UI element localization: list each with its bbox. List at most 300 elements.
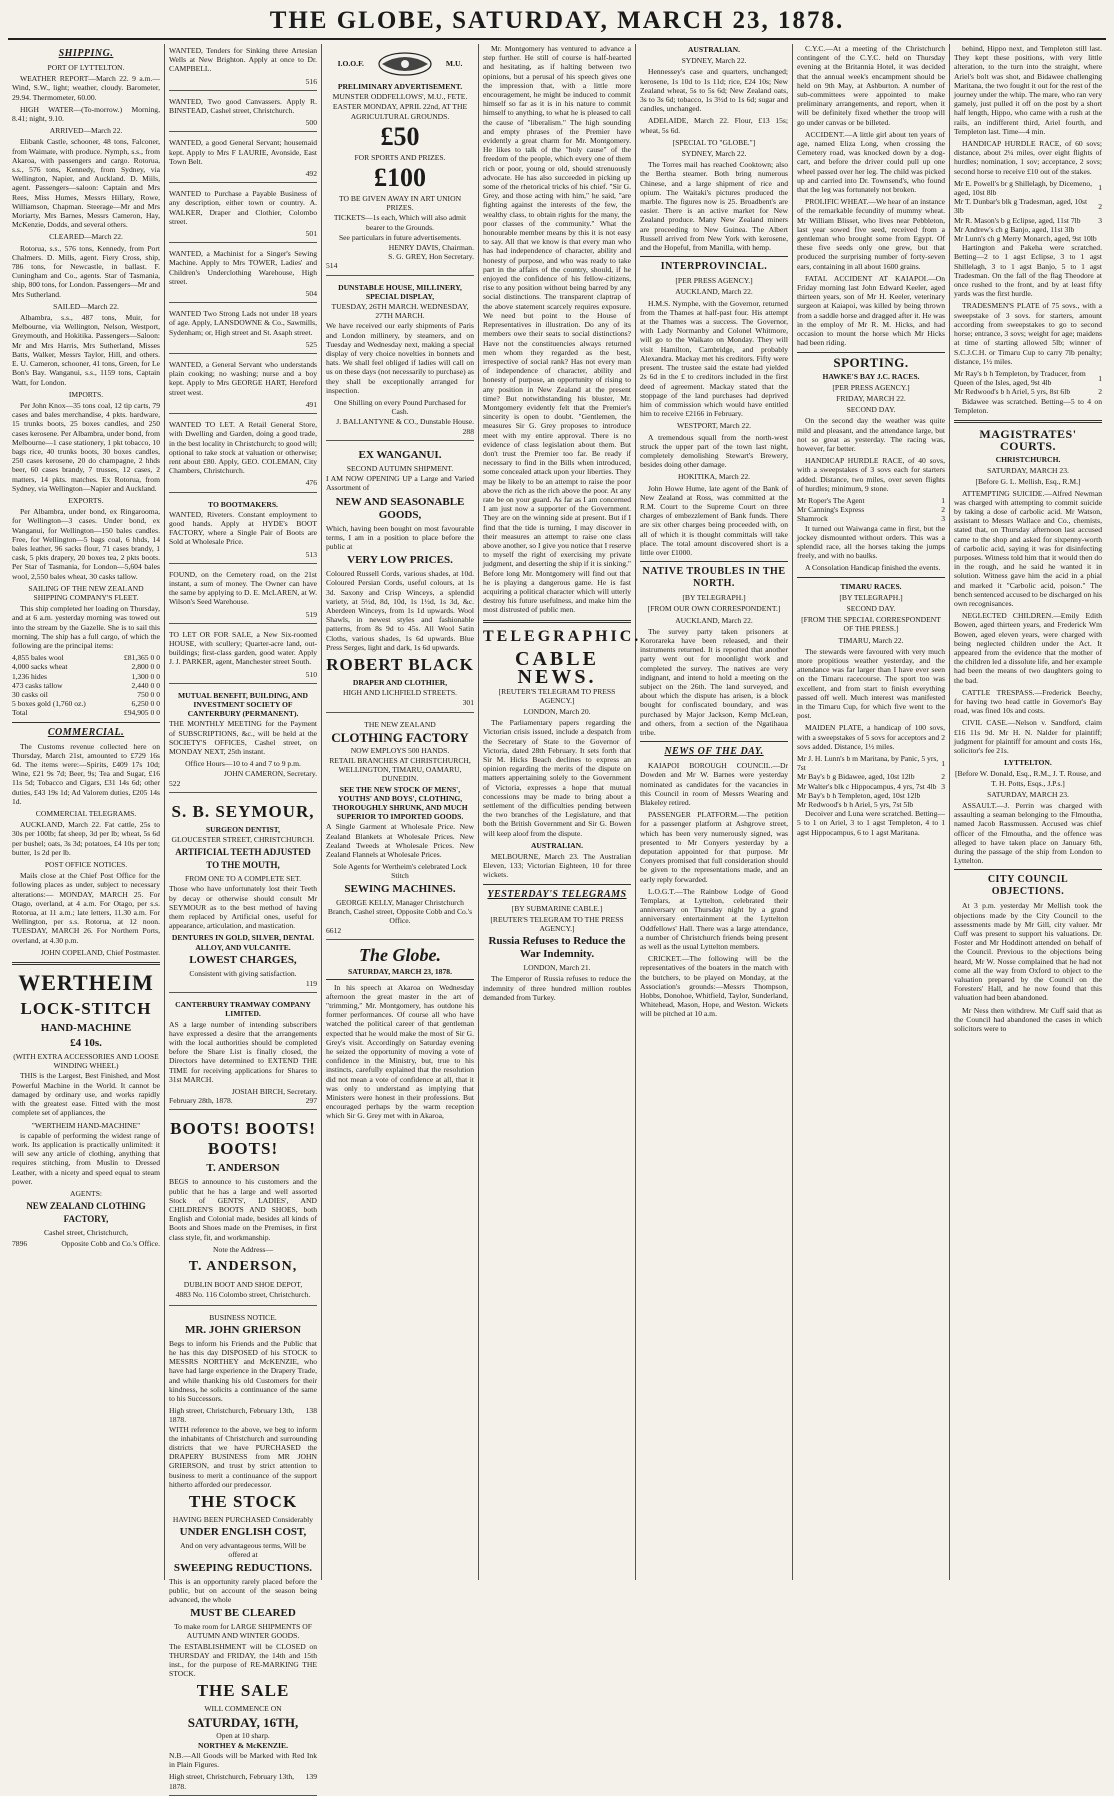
maiden-plate-results bbox=[797, 754, 945, 809]
horse-name: Mr Canning's Express bbox=[797, 505, 865, 515]
horse-place: 1 bbox=[1098, 373, 1102, 383]
cleared-heading: CLEARED—March 22. bbox=[49, 232, 123, 242]
city-council-text: At 3 p.m. yesterday Mr Mellish took the objections made by the City Council to the assessments made by Mr Gill, city valuer. Mr Cuff was present to support his valuations. Dr. Foster and Mr Hoddinott attended on behalf of the Council. Previous to the objections being heard, Mr W. Nosse complained that he had not come all the way from Oxford to object to the valuation prepared by the Council on the Foresters' Hall, and he now found that this valuation had been abandoned. bbox=[954, 901, 1102, 1003]
ad-footer bbox=[169, 1096, 317, 1105]
office-hours: Office Hours—10 to 4 and 7 to 9 p.m. bbox=[185, 759, 301, 769]
hawkes-bay-day: SECOND DAY. bbox=[846, 405, 896, 415]
globe-date: SATURDAY, MARCH 23, 1878. bbox=[326, 967, 474, 979]
sporting-heading: SPORTING. bbox=[833, 354, 909, 370]
agents-ref: 7896 bbox=[12, 1239, 28, 1249]
divider bbox=[12, 722, 160, 723]
prelim-heading: PRELIMINARY ADVERTISEMENT. bbox=[337, 82, 463, 91]
news-good-templars: L.O.G.T.—The Rainbow Lodge of Good Templars, at Lyttelton, celebrated their anniversary on Thursday night by a grand anniversary entertainment at the Lyttelton Oddfellows' Hall. There was a large attendance, a number of Christchurch friends being present as well as the usual Lyttelton members. bbox=[640, 886, 788, 952]
ad-heading: MUTUAL BENEFIT, BUILDING, AND INVESTMENT SOCIETY OF CANTERBURY (PERMANENT). bbox=[177, 690, 309, 719]
telegrams-text: AUCKLAND, March 22. Fat cattle, 25s to 30s per 100lb; fat sheep, 3d per lb; wheat, 5s 6d per bushel; oats, 3s 3d; potatoes, £4 10s per ton; butter, 1s 2d per lb. bbox=[12, 820, 160, 857]
new-goods: NEW AND SEASONABLE GOODS, bbox=[335, 495, 465, 521]
court-cattle-trespass: CATTLE TRESPASS.—Frederick Beechy, for having two head cattle in Governor's Bay road, was fined 10s and costs. bbox=[954, 687, 1102, 716]
wertheim-trademark: "WERTHEIM HAND-MACHINE" bbox=[31, 1120, 141, 1130]
prize-fifty: £50 bbox=[380, 121, 420, 151]
horse-name: Mr Bay's b g Bidawee, aged, 10st 12lb bbox=[797, 772, 915, 782]
horse-name: Mr Redwood's b h Ariel, 5 yrs, 7st 5lb bbox=[797, 800, 914, 810]
hawkes-bay-date: FRIDAY, MARCH 22. bbox=[836, 393, 906, 403]
horse-name: Mr Redwood's b h Ariel, 5 yrs, 8st 6lb bbox=[954, 387, 1071, 397]
cable-news-heading: CABLE NEWS. bbox=[515, 647, 599, 688]
ad-text: I AM NOW OPENING UP a Large and Varied Assortment of bbox=[326, 474, 474, 493]
ad-ref: 500 bbox=[305, 118, 317, 128]
news-accident: ACCIDENT.—A little girl about ten years of age, named Eliza Long, when crossing the Cemetery road, was knocked down by a dog-cart, and before the driver could pull up one wheel passed over her leg. The child was picked up and carried into Dr. Townsend's, who found that the leg was fortunately not broken. bbox=[797, 129, 945, 195]
hawkes-bay-sub: [PER PRESS AGENCY.] bbox=[832, 382, 910, 392]
table-row bbox=[12, 653, 160, 662]
table-row bbox=[954, 234, 1102, 243]
seymour-address: GLOUCESTER STREET, CHRISTCHURCH. bbox=[171, 835, 315, 844]
ad-heading: CANTERBURY TRAMWAY COMPANY LIMITED. bbox=[175, 1000, 311, 1019]
court-suicide: ATTEMPTING SUICIDE.—Alfred Newman was charged with attempting to commit suicide by taking a dose of carbolic acid. Mr Watson, assistant to Messrs Wallace and Co., chemists, stated that, on Thursday afternoon last accused came to the shop and asked for sixpenny-worth of carbolic acid, saying it was for disinfecting purposes. Witness told him that it would then do in the rough, and he said he wanted it in solution. Witness gave him the acid in a phial and marked it "Carbolic acid, poison." The bench sentenced accused to be discharged on his own recognisances. bbox=[954, 488, 1102, 608]
lyttelton-date: SATURDAY, MARCH 23. bbox=[987, 789, 1069, 799]
horse-name: Mr J. H. Lunn's b m Maritana, by Panic, 5 yrs, 7st bbox=[797, 754, 939, 773]
ad-ref: 492 bbox=[305, 169, 317, 179]
maiden-plate-text: MAIDEN PLATE, a handicap of 100 sovs, with a sweepstakes of 5 sovs for acceptors and 2 sovs added. Distance, 1½ miles. bbox=[797, 723, 945, 751]
table-row bbox=[12, 662, 160, 671]
wertheim-title: WERTHEIM bbox=[18, 970, 154, 996]
cargo-value: 2,800 0 0 bbox=[131, 662, 160, 672]
ad-ref: 504 bbox=[305, 289, 317, 299]
ad-text: WANTED, a General Servant who understands plain cooking; no washing; nurse and a boy kept. Apply to Mrs GEORGE HART, Hereford street west. bbox=[169, 360, 317, 397]
robert-black-address: HIGH AND LICHFIELD STREETS. bbox=[343, 688, 457, 698]
globe-title: The Globe. bbox=[359, 945, 441, 966]
table-row bbox=[797, 505, 945, 514]
agents-footer bbox=[12, 1239, 160, 1248]
cargo-item: Total bbox=[12, 708, 28, 718]
divider bbox=[483, 620, 631, 623]
news-cyc: C.Y.C.—At a meeting of the Christchurch contingent of the C.Y.C. held on Thursday evening at the Britannia Hotel, it was decided that the annual week's encampment should be held on 9th May, at Ashburton. A number of sub-committees were appointed to make preliminary arrangements, and report, when it will be definitely fixed whether the troop will go under canvas or be billeted. bbox=[797, 44, 945, 127]
sailing-text: This ship completed her loading on Thursday, and at 6 a.m. yesterday morning was towed out into the stream by the Gazelle. She is to sail this morning. The ship has a full cargo, of which the following are the principal items: bbox=[12, 604, 160, 650]
ad-text: THE MONTHLY MEETING for the Payment of SUBSCRIPTIONS, &c., will be held at the SOCIETY'S OFFICES, Cashel street, on MONDAY NEXT, 25th instant. bbox=[169, 719, 317, 756]
low-prices: VERY LOW PRICES. bbox=[347, 554, 453, 567]
horse-place bbox=[941, 800, 945, 809]
nzcf-line-2: CLOTHING FACTORY bbox=[331, 729, 469, 745]
horse-name: Mr Andrew's ch g Banjo, aged, 11st 3lb bbox=[954, 224, 1075, 234]
horse-name: Mr Bay's b h Templeton, aged, 10st 12lb bbox=[797, 790, 921, 800]
horse-name: Mr Ray's b h Templeton, by Traducer, from Queen of the Isles, aged, 9st 4lb bbox=[954, 368, 1086, 388]
magistrates-courts-heading: MAGISTRATES' COURTS. bbox=[979, 426, 1077, 453]
stock-sub: HAVING BEEN PURCHASED Considerably bbox=[172, 1514, 314, 1524]
horse-place bbox=[1098, 225, 1102, 234]
ad-tramway bbox=[169, 997, 317, 1110]
ad-to-let-store bbox=[169, 418, 317, 492]
display-dates: TUESDAY, 26TH MARCH. WEDNESDAY, 27TH MARCH. bbox=[331, 302, 469, 321]
ad-text: WANTED, a Machinist for a Singer's Sewing Machine. Apply to Mrs TOWER, Ladies' and Children's Underclothing Warehouse, High street. bbox=[169, 249, 317, 286]
ad-ref: 513 bbox=[305, 549, 317, 559]
horse-place bbox=[1098, 234, 1102, 243]
cargo-value: 1,300 0 0 bbox=[131, 671, 160, 681]
christchurch-before: [Before G. L. Mellish, Esq., R.M.] bbox=[975, 477, 1081, 487]
postmaster: JOHN COPELAND, Chief Postmaster. bbox=[40, 947, 160, 957]
port-heading: PORT OF LYTTELTON. bbox=[47, 63, 125, 72]
exports-heading: EXPORTS. bbox=[68, 495, 104, 505]
stock-offered: And on very advantageous terms, Will be offered at bbox=[180, 1541, 306, 1560]
divider bbox=[797, 352, 945, 353]
news-fatal-accident: FATAL ACCIDENT AT KAIAPOI.—On Friday morning last John Edward Keeler, aged thirteen years, son of Mr H. Keeler, veterinary surgeon at Kaiapoi, was killed by being thrown from a saddle horse and dragged after it. He was in the employ of Mr R. M. Hicks, and had occasion to mount the horse which Mr Hicks had been riding. bbox=[797, 273, 945, 348]
ad-nz-clothing-factory bbox=[326, 717, 474, 941]
ad-ref: 297 bbox=[305, 1096, 317, 1106]
cable-dateline: LONDON, March 20. bbox=[523, 707, 591, 716]
column-3 bbox=[322, 44, 479, 1580]
ad-bootmakers bbox=[169, 497, 317, 564]
special-label: [SPECIAL TO "GLOBE."] bbox=[672, 137, 756, 147]
timaru-text: The stewards were favoured with very much more propitious weather yesterday, and the attendance was far larger than I have ever seen on the Timaru racecourse. The sport too was excellent, and from start to finish everything passed off well. Much interest was manifested in the Timaru Cup, for which five went to the post. bbox=[797, 646, 945, 721]
ad-text: WANTED, Two good Canvassers. Apply R. BINSTEAD, Cashel street, Christchurch. bbox=[169, 96, 317, 116]
hawkes-bay-text: On the second day the weather was quite mild and pleasant, and the attendance large, but not so great as yesterday. The racing was, however, far better. bbox=[797, 416, 945, 453]
horse-place: 2 bbox=[941, 505, 945, 515]
maiden-plate-text-2: Decoiver and Luna were scratched. Betting—5 to 1 on Ariel, 3 to 1 agst Templeton, 4 to 1 agst Hippocampus, 6 to 1 agst Maritana. bbox=[797, 809, 945, 837]
horse-name: Mr E. Powell's br g Shillelagh, by Dicemeno, aged, 10st 8lb bbox=[954, 178, 1093, 198]
arrived-text: Elibank Castle, schooner, 48 tons, Falconer, from Waimate, with produce. Nymph, s.s., from Akaroa, with passengers and cargo. Rotorua, s.s., 576 tons, Kennedy, from Sydney, via Wellington, Napier, and Auckland. D. Miils, agent. Passengers—saloon: Captain and Mrs Rees, Miss Humes, Messrs Hillary, Rowe, Williamson, Chapman. Steerage—Mr and Mrs Moriarty, Mrs Barnes, Messrs Cameron, Hay, McKenzie, Dodds, and several others. bbox=[12, 137, 160, 230]
ad-text: WANTED, a good General Servant; housemaid kept. Apply to Mrs F LAURIE, Avonside, East Town Belt. bbox=[169, 138, 317, 166]
sale-time: Open at 10 sharp. bbox=[216, 1730, 270, 1740]
news-kaiapoi: KAIAPOI BOROUGH COUNCIL.—Dr Dowden and Mr W. Barnes were yesterday nominated as candidates for the vacancies in this Council in room of Messrs Wearing and Blakeley retired. bbox=[640, 761, 788, 808]
horse-place: 1 bbox=[941, 495, 945, 505]
table-row bbox=[954, 225, 1102, 234]
robert-black-trade: DRAPER AND CLOTHIER, bbox=[352, 677, 448, 687]
ad-text: We have received our early shipments of Paris and London millinery, by steamers, and on Tuesday and Wednesday next, making a special display of very choice novelties in bonnets and hats. We shall feel obliged if ladies will call on us on these days (not necessarily to purchase) as they shall be exceptionally arranged for inspection. bbox=[326, 321, 474, 395]
column-5 bbox=[636, 44, 793, 1580]
columns bbox=[8, 44, 1106, 1791]
court-assault: ASSAULT.—J. Perrin was charged with assaulting a seaman belonging to the Flmoutha, named Jacob Rassmussen. Accused was chief officer of the Flmoutha, and the offence was alleged to have taken place on January 6th, during the passage of the ship from London to Lyttelton. bbox=[954, 801, 1102, 866]
ad-wanted-tenders bbox=[169, 44, 317, 91]
ad-ref: 514 bbox=[326, 261, 338, 271]
column-2 bbox=[165, 44, 322, 1791]
news-cricket: CRICKET.—The following will be the representatives of the boaters in the match with the butchers, to be played on Monday, at the Association's grounds:—Messrs Thompson, Hobbs, Donohoe, Whitfield, Taylor, Sunderland, Whitehead, Mason, Hope, and Weston. Wickets will be pitched at 10 a.m. bbox=[640, 954, 788, 1019]
wertheim-hand-machine: HAND-MACHINE bbox=[40, 1022, 132, 1035]
stock-sweeping: SWEEPING REDUCTIONS. bbox=[173, 1561, 313, 1574]
hawkes-bay-heading: HAWKE'S BAY J.C. RACES. bbox=[822, 371, 920, 381]
ad-ref: 288 bbox=[462, 426, 474, 436]
nzcf-agents: Sole Agents for Wertheim's celebrated Lock Stitch bbox=[333, 862, 467, 881]
anderson-note: Note the Address— bbox=[213, 1244, 273, 1254]
sydney-dateline-2: SYDNEY, March 22. bbox=[681, 149, 747, 159]
ad-ex-wanganui bbox=[326, 445, 474, 713]
ad-ref: 522 bbox=[169, 778, 181, 788]
seymour-set: FROM ONE TO A COMPLETE SET. bbox=[184, 874, 302, 884]
cargo-value: 6,250 0 0 bbox=[131, 699, 160, 709]
horse-place: 1 bbox=[941, 758, 945, 768]
cargo-item: 4,000 sacks wheat bbox=[12, 662, 68, 672]
ad-ref: 6612 bbox=[326, 926, 342, 936]
dentures: DENTURES IN GOLD, SILVER, DENTAL ALLOY, AND VULCANITE. bbox=[171, 933, 315, 952]
weather-report: WEATHER REPORT—March 22. 9 a.m.—Wind, S.W., light; weather, cloudy. Barometer, 29.94. Thermometer, 60.00. bbox=[12, 74, 160, 102]
goods-list: Coloured Russell Cords, various shades, at 10d. Coloured Persian Cords, useful colours, at 1s 3d. Saxony and Crisp Winceys, a splendid variety, at 5½d, 8d, 10d, 1s 1½d, 1s 3d, &c. Aberdeen Winceys, from 1s 1d upwards. Wool Shawls, in newest styles and fashionable patterns, from 8s 9d to 45s. All Wool Satin Cloths, various shades, 1s 6d upwards. Blue Press Serges, light and dark, 1s 6d upwards. bbox=[326, 569, 474, 652]
race-text: behind, Hippo next, and Templeton still last. They kept these positions, with very little alteration, to the turn into the straight, where Ariel's bolt was shot, and Bidawee challenging Maritana, the two fought it out for the rest of the journey under the whip. The mare, who ran very gamely, just pulled it off on the post by a short half length, Hippo, who came with a rush at the rails, an indifferent third, Ariel fourth, and Templeton last. Time—4 min. bbox=[954, 44, 1102, 136]
hurdle-race-text: HANDICAP HURDLE RACE, of 40 sovs, with a sweepstakes of 3 sovs each for starters added. Distance, two miles, over seven flights of hurdles; minimum, 9 stone. bbox=[797, 456, 945, 493]
ad-text-2: Which, having been bought on most favourable terms, I am in a position to place before the public at bbox=[326, 523, 474, 551]
russia-text: The Emperor of Russia refuses to reduce the indemnity of three hundred million roubles demanded from Turkey. bbox=[483, 974, 631, 1002]
auckland-dateline: AUCKLAND, March 22. bbox=[675, 287, 753, 297]
ad-footer bbox=[169, 1772, 317, 1790]
cargo-value: 750 0 0 bbox=[137, 690, 160, 699]
nzcf-manager: GEORGE KELLY, Manager Christchurch Branch, Cashel street, Opposite Cobb and Co.'s Office. bbox=[327, 897, 473, 925]
shipping-heading: SHIPPING. bbox=[58, 48, 114, 59]
ad-dunstable-house bbox=[326, 280, 474, 441]
court-neglected-children: NEGLECTED CHILDREN.—Emily Edith Bowen, aged thirteen years, and Frederick Wm Bowen, aged eleven years, were charged with being neglected children under the Act. It appeared from the evidence that the mother of the children led a dissolute life, and her example had been the means of two daughters going to the bad. bbox=[954, 611, 1102, 685]
westport-dateline: WESTPORT, March 22. bbox=[676, 421, 752, 431]
native-dateline: AUCKLAND, March 22. bbox=[675, 615, 753, 625]
ad-oddfellows-fete bbox=[326, 44, 474, 276]
ad-text: AS a large number of intending subscribers have expressed a desire that the arrangements with the local authorities should be completed before the Share List is finally closed, the Directors have determined to EXTEND THE TIME for receiving applications for Shares to 31st MARCH. bbox=[169, 1019, 317, 1084]
horse-place: 2 bbox=[1098, 201, 1102, 211]
tradesmens-plate-text: TRADESMEN'S PLATE of 75 sovs., with a sweepstake of 3 sovs. for starters, amount according from sweepstakes to go to second horse; entrance, 3 sovs; weight for age; maidens at time of starting allowed 5lb; winner of S.C.J.C.H. or Timaru Cup to carry 7lb penalty; distance, 1½ miles. bbox=[954, 301, 1102, 366]
ad-ref: 501 bbox=[305, 229, 317, 239]
nzcf-line-3: NOW EMPLOYS 500 HANDS. bbox=[350, 745, 450, 755]
discount: One Shilling on every Pound Purchased for Cash. bbox=[333, 398, 467, 417]
post-heading: POST OFFICE NOTICES. bbox=[44, 860, 128, 870]
table-row bbox=[12, 708, 160, 717]
signature: S. G. GREY, Hon Secretary. bbox=[388, 252, 474, 262]
horse-place: 3 bbox=[941, 781, 945, 791]
agents-label: AGENTS: bbox=[69, 1188, 103, 1198]
divider bbox=[483, 884, 631, 885]
ad-ref: 510 bbox=[305, 669, 317, 679]
yesterdays-telegrams-heading: YESTERDAY'S TELEGRAMS bbox=[487, 888, 627, 900]
ad-text: WANTED, Tenders for Sinking three Artesian Wells at New Brighton. Apply at once to Dr. CAMPBELL. bbox=[169, 46, 317, 74]
ad-text: WANTED, Riveters. Constant employment to good hands. Apply at HYDE's BOOT FACTORY, where a Single Pair of Boots are Sold at Wholesale Price. bbox=[169, 509, 317, 547]
city-council-text-2: Mr Ness then withdrew. Mr Cuff said that as the Council had abandoned the cases in which solicitors were to bbox=[954, 1005, 1102, 1034]
robert-black-name: ROBERT BLACK bbox=[326, 654, 474, 674]
mu-label: M.U. bbox=[445, 59, 463, 69]
lyttelton-heading: LYTTELTON. bbox=[1004, 758, 1052, 768]
horse-place: 2 bbox=[1098, 387, 1102, 397]
sale-day: SATURDAY, 16TH, bbox=[187, 1714, 299, 1730]
divider bbox=[640, 561, 788, 562]
australian-heading: AUSTRALIAN. bbox=[687, 45, 741, 54]
cargo-value: £94,905 0 0 bbox=[123, 708, 160, 718]
stock-heading: THE STOCK bbox=[188, 1491, 298, 1511]
signature: HENRY DAVIS, Chairman. bbox=[388, 243, 474, 253]
hurdle2-text-2: Hartington and Pakeha were scratched. Betting—2 to 1 agst Eclipse, 3 to 1 agst Shillelagh, 3 to 1 agst Banjo, 5 to 1 agst Tradesman. On the fall of the flag Theodore at once rushed to the front, and by at least fifty yards was the first hurdle. bbox=[954, 243, 1102, 299]
column-1 bbox=[8, 44, 165, 1580]
ad-text-3: This is an opportunity rarely placed before the public, but on account of the season being advanced, the whole bbox=[169, 1576, 317, 1604]
native-sub: [BY TELEGRAPH.] bbox=[682, 593, 746, 603]
column-7 bbox=[950, 44, 1106, 1580]
ad-ref: 139 bbox=[305, 1772, 317, 1782]
court-civil-case: CIVIL CASE.—Nelson v. Sandford, claim £16 11s 9d. Mr H. N. Nalder for plaintiff; judgment for plaintiff for amount and costs 16s, solicitor's fee 21s. bbox=[954, 718, 1102, 756]
city-council-heading: CITY COUNCIL OBJECTIONS. bbox=[987, 874, 1069, 898]
timaru-dateline: TIMARU, March 22. bbox=[838, 635, 904, 645]
tradesmens-results bbox=[954, 369, 1102, 397]
nzcf-sewing: SEWING MACHINES. bbox=[344, 882, 456, 895]
ad-wanted-machinist bbox=[169, 247, 317, 303]
signature: JOSIAH BIRCH, Secretary. bbox=[231, 1087, 317, 1097]
column-6 bbox=[793, 44, 950, 1580]
seymour-artificial: ARTIFICIAL TEETH ADJUSTED TO THE MOUTH, bbox=[175, 847, 311, 871]
divider bbox=[640, 256, 788, 257]
ad-text-2: WITH reference to the above, we beg to inform the inhabitants of Christchurch and surrounding districts that we have PURCHASED the DRAPERY BUSINESS from MR JOHN GRIERSON, and trust by strict attention to business to merit a continuance of the support hitherto afforded our predecessor. bbox=[169, 1424, 317, 1489]
hurdle-race-text-2: It turned out Waiwanga came in first, but the jockey dismounted without orders. This was a splendid race, all the horses taking the jumps freely, and with no baulks. bbox=[797, 523, 945, 561]
australian-text: MELBOURNE, March 23. The Australian Eleven, 133; Victorian Eighteen, 10 for three wickets. bbox=[483, 852, 631, 880]
agents-name: NEW ZEALAND CLOTHING FACTORY, bbox=[26, 1201, 146, 1225]
nzcf-line-1: THE NEW ZEALAND bbox=[364, 719, 436, 729]
hurdle2-results bbox=[954, 179, 1102, 243]
wertheim-sub: (WITH EXTRA ACCESSORIES AND LOOSE WINDING WHEEL) bbox=[13, 1052, 159, 1071]
divider bbox=[640, 741, 788, 742]
wertheim-price: £4 10s. bbox=[70, 1037, 102, 1050]
table-row bbox=[797, 772, 945, 781]
sailing-heading: SAILING OF THE NEW ZEALAND SHIPPING COMPANY'S FLEET. bbox=[28, 583, 144, 602]
native-text: The survey party taken prisoners at Kororareka have been released, and their instruments returned. It is reported that another party went out for moonlight work and completed the survey. The natives are very indignant, and intend to hold a meeting on the subject on the 26th. The land surveyed, and about which the dispute has arisen, is a block bought for confiscated boundary, and was purchased by Major Jackson, Kemp McLean, and others, from a section of the Ngatihaua tribe. bbox=[640, 626, 788, 737]
cleared-text: Rotorua, s.s., 576 tons, Kennedy, from Port Chalmers. D. Mills, agent. Fiery Cross, ship, 786 tons, for Newcastle, in ballast. F. Cuningham and Co., agents. Star of Tasmania, ship, 800 tons, for London. Passengers—Mr and Mrs Sutherland. bbox=[12, 243, 160, 299]
table-row bbox=[954, 369, 1102, 387]
horse-place: 1 bbox=[1098, 183, 1102, 193]
cargo-item: 1,236 hides bbox=[12, 671, 48, 681]
boots-heading: BOOTS! BOOTS! BOOTS! bbox=[170, 1119, 316, 1159]
wertheim-text-2: is capable of performing the widest range of work. Its application is practically unlimited: it will sew any article of clothing, anything that requires stitching, from Muslin to Dressed Leather, with a nicety and speed equal to steam power. bbox=[12, 1130, 160, 1186]
anderson-heading: T. ANDERSON bbox=[206, 1162, 280, 1175]
closed-text: The ESTABLISHMENT will be CLOSED on THURSDAY and FRIDAY, the 14th and 15th inst., for the purpose of RE-MARKING THE STOCK. bbox=[169, 1641, 317, 1679]
ad-heading: DUNSTABLE HOUSE, MILLINERY, SPECIAL DISPLAY, bbox=[338, 282, 462, 301]
russia-heading: Russia Refuses to Reduce the War Indemnity. bbox=[488, 935, 626, 961]
ad-text: WANTED to Purchase a Payable Business of any description, either town or country. A. WALKER, Draper and Clothier, Colombo street. bbox=[169, 189, 317, 226]
ad-ref: 138 bbox=[305, 1406, 317, 1416]
anderson-name: T. ANDERSON, bbox=[188, 1259, 298, 1275]
agents-opposite: Opposite Cobb and Co.'s Office. bbox=[61, 1239, 160, 1249]
ad-wanted-business bbox=[169, 187, 317, 243]
divider bbox=[954, 420, 1102, 423]
ad-text: WANTED TO LET. A Retail General Store, with Dwelling and Garden, doing a good trade, in the best locality in Christchurch; to good will; optional to take stock at valuation or otherwise; rent about £80. Apply, GEO. COLEMAN, City Chambers, Christchurch. bbox=[169, 420, 317, 476]
masthead: THE GLOBE, SATURDAY, MARCH 23, 1878. bbox=[8, 6, 1106, 40]
horse-name: Mr Walter's blk c Hippocampus, 4 yrs, 7st 4lb bbox=[797, 781, 937, 791]
sale-nb: N.B.—All Goods will be Marked with Red Ink in Plain Figures. bbox=[169, 1751, 317, 1770]
ad-heading: EX WANGANUI. bbox=[358, 448, 442, 461]
table-row bbox=[12, 672, 160, 681]
hurdle-results bbox=[797, 496, 945, 524]
horse-name: Mr R. Mason's b g Eclipse, aged, 11st 7lb bbox=[954, 215, 1081, 225]
news-platform: PASSENGER PLATFORM.—The petition for a passenger platform at Ashgrove street, which has been very numerously signed, was presented to Mr Conyers yesterday by a deputation appointed for that purpose. Mr Conyers promised that full consideration should be given to the representations made, and an early reply forwarded. bbox=[640, 810, 788, 884]
hokitika-dateline: HOKITIKA, March 22. bbox=[677, 472, 751, 482]
imports-heading: IMPORTS. bbox=[68, 389, 104, 399]
ad-text: Begs to inform his Friends and the Public that he has this day DISPOSED of his STOCK to MESSRS NORTHEY and McKENZIE, who have had large experience in the Drapery Trade, and while thanking his old Customers for their kindness, he solicits a continuance of the same to his Successors. bbox=[169, 1338, 317, 1403]
ad-wanted-lads bbox=[169, 307, 317, 354]
telegrams-heading: COMMERCIAL TELEGRAMS. bbox=[35, 809, 137, 819]
seymour-title: SURGEON DENTIST, bbox=[205, 824, 281, 834]
particulars: See particulars in future advertisements. bbox=[338, 232, 462, 242]
table-row bbox=[797, 514, 945, 523]
australian-heading: AUSTRALIAN. bbox=[530, 840, 584, 850]
oddfellows-emblem-icon bbox=[370, 50, 440, 78]
signature: J. BALLANTYNE & CO., Dunstable House. bbox=[336, 417, 474, 427]
anderson-address: DUBLIN BOOT AND SHOE DEPOT, bbox=[183, 1280, 303, 1290]
native-sub-2: [FROM OUR OWN CORRESPONDENT.] bbox=[647, 604, 781, 614]
native-troubles-heading: NATIVE TROUBLES IN THE NORTH. bbox=[642, 566, 786, 590]
must-be-cleared: MUST BE CLEARED bbox=[190, 1607, 296, 1620]
adelaide-text: ADELAIDE, March 22. Flour, £13 15s; wheat, 5s 6d. bbox=[640, 116, 788, 135]
ad-wanted-general-servant bbox=[169, 358, 317, 414]
sale-firm: NORTHEY & McKENZIE. bbox=[198, 1740, 288, 1750]
lowest-sub: Consistent with giving satisfaction. bbox=[189, 968, 297, 978]
cargo-item: 473 casks tallow bbox=[12, 680, 63, 690]
arrived-heading: ARRIVED—March 22. bbox=[49, 126, 123, 136]
ioof-label: I.O.O.F. bbox=[337, 59, 364, 69]
sale-heading: THE SALE bbox=[196, 1681, 290, 1701]
ad-ref: 519 bbox=[305, 609, 317, 619]
russia-dateline: LONDON, March 21. bbox=[523, 963, 591, 973]
ad-wanted-canvassers bbox=[169, 95, 317, 133]
sailed-text: Albambra, s.s., 487 tons, Muir, for Melbourne, via Wellington, Nelson, Westport, Greymouth, and Hokitika. Passengers—Saloon: Mr and Mrs Harris, Mrs Sutherland, Misses Batts, Walker, Messrs Taylor, Hill, and others. E. U. Cameron, schooner, 41 tons, Green, for Le Bon's Bay. Wanganui, s.s., 1159 tons, Captain Watt, for London. bbox=[12, 313, 160, 387]
grierson-name: MR. JOHN GRIERSON bbox=[185, 1323, 301, 1336]
tickets: TICKETS—1s each, Which will also admit bearer to the Grounds. bbox=[333, 213, 467, 232]
prize-fifty-sub: FOR SPORTS AND PRIZES. bbox=[354, 152, 446, 162]
horse-place: 3 bbox=[941, 514, 945, 524]
cargo-item: 30 casks oil bbox=[12, 690, 48, 699]
lodge-name: MUNSTER ODDFELLOWS', M.U., FETE. bbox=[332, 92, 468, 102]
cleared-text: To make room for LARGE SHIPMENTS OF AUTUMN AND WINTER GOODS. bbox=[174, 1622, 312, 1641]
leader-text: In his speech at Akaroa on Wednesday afternoon the great master in the art of "trimming," Mr. Montgomery, has outdone his former performances. Of course all who have watched the political career of that gentleman expected that he would make the most of Sir G. Grey's visit. Accordingly on Saturday evening he seized the opportunity of moving a vote of confidence in the Ministry, but, true to his instincts, carefully explained that the resolution did not mean a vote of confidence at all, that it was only to understand as implying that Ministers were honest in their professions. But encouraged perhaps by the warm reception which Sir G. Grey met with in Akaroa, bbox=[326, 982, 474, 1121]
ad-wanted-servant bbox=[169, 136, 317, 183]
oddfellows-emblem bbox=[326, 50, 474, 78]
ad-ref: 516 bbox=[305, 76, 317, 86]
divider bbox=[12, 962, 160, 965]
ad-heading: TO BOOTMAKERS. bbox=[208, 499, 278, 509]
lyttelton-before: [Before W. Donald, Esq., R.M., J. T. Rouse, and T. H. Potts, Esqs., J.P.s.] bbox=[954, 769, 1102, 788]
leader-continued: Mr. Montgomery has ventured to advance a step further. He still of course is half-hearted and hesitating, as if halting between two opinions, but a perusal of his speech gives one the impression that, with a little more encouragement, he might be induced to commit himself so far as it is in his nature to commit himself to anything, to what he is pleased to call the cause of "liberalism." The high sounding and empty phrases of the Premier have evidently a great charm for Mr. Montgomery. He likes to talk of the "holy cause" of the freedom of the people, which every one of them rich or poor, young or old, should strenuously advocate. He has also succeeded in picking up some of the rhetorical tricks of his chief. "Sir G. Grey, and those acting with him," he said, "are fighting against the interests of the few, the wealthy class, to obtain rights for the many, the poor classes of the community." What the honourable member means by this it is not easy to say. All that we know is that every man who has had independence of character, ability and honesty of purpose, and who was ready to take part in the affairs of the country, should, if he enjoyed the confidence of his fellow-citizens, rise to any position without being barred by any social distinctions. The transparent claptrap of the above statement scarcely requires exposure. We need but point to the House of Representatives in illustration. Do any of its members owe their seats to social distinctions? Have not the constituencies always returned men whom they regarded as the best, irrespective of social rank? Has not every man of independence of character, ability and honesty of purpose, an opportunity of rising to any position in New Zealand at the present time? But notwithstanding his bluster, Mr. Montgomery evidently felt that the Premier's sincerity is open to doubt. "Gentlemen, the measures Sir G. Grey proposes to introduce meet with my entire approval. There is no evidence of class legislation about them. But don't trust the Premier too far. Be ready if necessary to find in the Bills when introduced, some concealed attack upon your liberties. They may be likely to be an attempt to raise the poor above the rich as the rich above the poor. At any rate be on your guard. As far as I am concerned I am just now a supporter of the Government. They are on the winning side at present. But if I find that the tide is turning, I may discover in their measures an attempt to raise one class above another, so I give you notice that I reserve to myself the right of exercising my private judgment, and deserting the ship if it is sinking." Before long Mr. Montgomery will find out that he is playing a dangerous game. He is fast acquiring a political character which will utterly destroy his future usefulness, and make him the most distrusted of public men. bbox=[483, 44, 631, 615]
table-row bbox=[954, 216, 1102, 225]
table-row bbox=[12, 681, 160, 690]
divider bbox=[954, 869, 1102, 870]
table-row bbox=[954, 387, 1102, 396]
ad-text: BEGS to announce to his customers and the public that he has a large and well assorted Stock of GENTS', LADIES', AND CHILDREN'S BOOTS AND SHOES, both English and Colonial made, besides all kinds of Boots and Shoes made on the Premises, in first class style, fit, and workmanship. bbox=[169, 1177, 317, 1242]
wertheim-lockstitch: LOCK-STITCH bbox=[20, 999, 152, 1019]
hurdle2-text: HANDICAP HURDLE RACE, of 60 sovs; distance, about 2¼ miles, over eight flights of hurdles; nomination, 1 sov; acceptance, 2 sovs; second horse to receive £10 out of the stakes. bbox=[954, 139, 1102, 176]
christchurch-heading: CHRISTCHURCH. bbox=[995, 454, 1061, 464]
horse-name: Mr Roper's The Agent bbox=[797, 495, 865, 505]
interprovincial-sub: [PER PRESS AGENCY.] bbox=[675, 276, 753, 286]
yesterdays-sub: [BY SUBMARINE CABLE.] bbox=[511, 903, 603, 913]
tradesmens-plate-text-2: Bidawee was scratched. Betting—5 to 4 on Templeton. bbox=[954, 396, 1102, 415]
telegraphic-heading: TELEGRAPHIC. bbox=[483, 627, 642, 645]
nzcf-branches: RETAIL BRANCHES AT CHRISTCHURCH, WELLINGTON, TIMARU, OAMARU, DUNEDIN. bbox=[329, 755, 471, 784]
sydney-text-2: The Torres mail has reached Cooktown; also the Bertha steamer. Both bring numerous Chinese, and a large shipment of rice and opium. The Waitaki's pictures produced the marble. The figures now is 25. Broadbent's are easier. There is an active market for New Zealand produce. Many New Zealand miners are proceeding to New Guinea. The Albert Russell arrived from New York with kerosene, and the Hopeful, from Manilla, with hemp. bbox=[640, 160, 788, 253]
ad-text: FOUND, on the Cemetery road, on the 21st instant, a sum of money. The Owner can have the same by applying to D. E. McLAREN, at W. Wilson's Seed Warehouse. bbox=[169, 569, 317, 607]
commercial-text: The Customs revenue collected here on Thursday, March 21st, amounted to £729 16s 6d. The items were:—Spirits, £409 17s 10d; Wine, £21 9s 7d; Beer, 9s; Tea and Sugar, £16 11s 5d; Tobacco and Cigars, £31 14s 6d; other duties, £43 19s 1d; Ad Valorem duties, £205 14s 1d. bbox=[12, 741, 160, 806]
news-of-the-day-heading: NEWS OF THE DAY. bbox=[664, 746, 764, 758]
wertheim-text: THIS is the Largest, Best Finished, and Most Powerful Machine in the World. It cannot be damaged by ordinary use, and works rapidly with the greatest ease. Fitted with the most complete set of appliances, the bbox=[12, 1071, 160, 1118]
horse-name: Mr Lunn's ch g Merry Monarch, aged, 9st 10lb bbox=[954, 234, 1097, 244]
lowest-charges: LOWEST CHARGES, bbox=[189, 953, 297, 966]
signature: JOHN CAMERON, Secretary. bbox=[223, 769, 317, 779]
ad-date: High street, Christchurch, February 13th, 1878. bbox=[169, 1406, 295, 1425]
table-row bbox=[954, 179, 1102, 197]
ad-ref: 525 bbox=[305, 339, 317, 349]
timaru-sub: [BY TELEGRAPH.] bbox=[839, 592, 903, 602]
nzcf-wholesale: A Single Garment at Wholesale Price. New Zealand Blankets at Wholesale Prices. New Zealand Tweeds at Wholesale Prices. New Zealand Flannels at Wholesale Prices. bbox=[326, 822, 474, 859]
ad-subheading: SECOND AUTUMN SHIPMENT. bbox=[346, 463, 454, 473]
cargo-item: 5 boxes gold (1,760 oz.) bbox=[12, 699, 86, 709]
westport-text: A tremendous squall from the north-west struck the upper part of the town last night, completely demolishing Stewart's Brewery, besides doing other damage. bbox=[640, 432, 788, 470]
ad-ref: 491 bbox=[305, 399, 317, 409]
ad-text: WANTED Two Strong Lads not under 18 years of age. Apply, LANSDOWNE & Co., Sawmills, Sydenham; or, High street and St. Asaph street. bbox=[169, 309, 317, 337]
nzcf-stock: SEE THE NEW STOCK OF MENS', YOUTHS' AND BOYS', CLOTHING, THOROUGHLY SHRUNK, AND MUCH SUPERIOR TO IMPORTED GOODS. bbox=[332, 784, 468, 822]
prize-hundred: £100 bbox=[374, 163, 426, 193]
christchurch-date: SATURDAY, MARCH 23. bbox=[987, 466, 1069, 476]
ad-anderson-boots bbox=[169, 1114, 317, 1305]
cargo-item: 4,855 bales wool bbox=[12, 653, 64, 663]
horse-place: 2 bbox=[941, 772, 945, 782]
ad-to-let-house bbox=[169, 628, 317, 684]
cargo-value: £81,365 0 0 bbox=[123, 653, 160, 663]
table-row bbox=[797, 496, 945, 505]
ad-mutual-benefit bbox=[169, 688, 317, 793]
ad-seymour-dentist bbox=[169, 797, 317, 993]
table-row bbox=[797, 800, 945, 809]
commercial-heading: COMMERCIAL. bbox=[47, 726, 125, 738]
